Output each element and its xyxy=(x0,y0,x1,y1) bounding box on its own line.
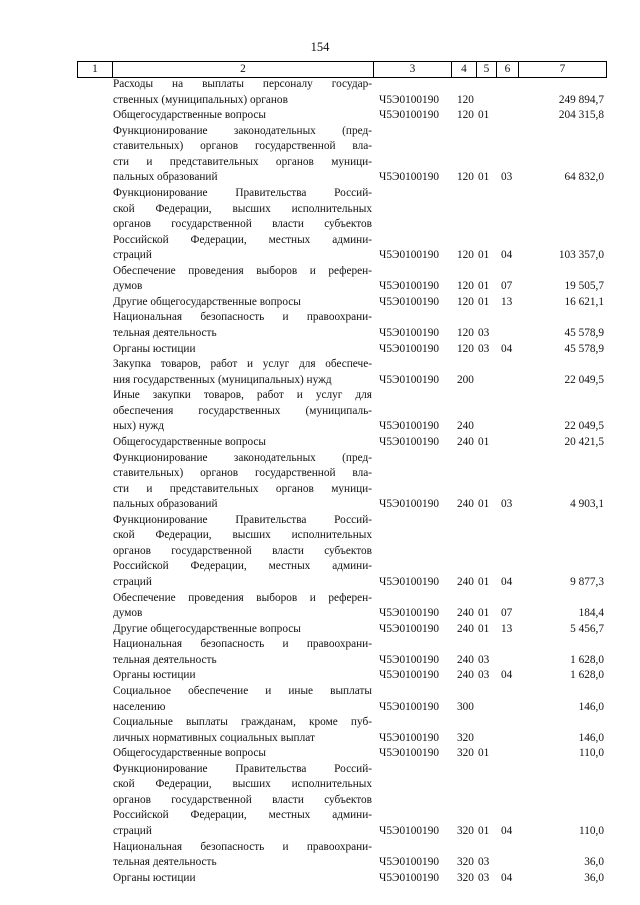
row-code: Ч5Э0100190 xyxy=(379,249,439,262)
row-expense-type: 120 xyxy=(457,93,474,106)
row-subsection: 03 xyxy=(501,498,513,511)
table-row xyxy=(0,622,640,638)
table-header xyxy=(77,61,607,78)
table-row xyxy=(0,637,640,668)
row-subsection: 04 xyxy=(501,576,513,589)
description-line: ственных (муниципальных) органов xyxy=(113,93,288,106)
description-line: населению xyxy=(113,700,166,713)
description-line: органов государственной власти субъектов xyxy=(113,218,372,231)
description-line: Обеспечение проведения выборов и референ- xyxy=(113,264,372,277)
row-expense-type: 200 xyxy=(457,373,474,386)
row-section: 01 xyxy=(478,576,490,589)
row-code: Ч5Э0100190 xyxy=(379,420,439,433)
table-row xyxy=(0,668,640,684)
description-line: Органы юстиции xyxy=(113,669,196,682)
table-row xyxy=(0,124,640,186)
header-col-4: 4 xyxy=(451,62,476,77)
row-section: 03 xyxy=(478,327,490,340)
row-subsection: 13 xyxy=(501,295,513,308)
row-description xyxy=(113,186,372,264)
row-section: 01 xyxy=(478,435,490,448)
row-subsection: 04 xyxy=(501,825,513,838)
row-expense-type: 120 xyxy=(457,295,474,308)
row-description xyxy=(113,684,372,715)
row-description xyxy=(113,357,372,388)
description-line: Социальные выплаты гражданам, кроме пуб- xyxy=(113,716,372,729)
row-amount: 22 049,5 xyxy=(564,373,604,386)
description-line: думов xyxy=(113,280,143,293)
table-row xyxy=(0,513,640,591)
row-description xyxy=(113,622,372,638)
row-amount: 249 894,7 xyxy=(558,93,604,106)
row-subsection: 04 xyxy=(501,342,513,355)
description-line: Российской Федерации, местных админи- xyxy=(113,233,372,246)
row-amount: 20 421,5 xyxy=(564,435,604,448)
row-amount: 146,0 xyxy=(578,700,604,713)
row-section: 01 xyxy=(478,249,490,262)
description-line: Российской Федерации, местных админи- xyxy=(113,809,372,822)
description-line: ской Федерации, высших исполнительных xyxy=(113,202,372,215)
row-expense-type: 240 xyxy=(457,622,474,635)
description-line: Другие общегосударственные вопросы xyxy=(113,295,301,308)
table-row xyxy=(0,591,640,622)
description-line: Российской Федерации, местных админи- xyxy=(113,560,372,573)
description-line: тельная деятельность xyxy=(113,327,217,339)
row-amount: 1 628,0 xyxy=(570,669,604,682)
row-code: Ч5Э0100190 xyxy=(379,700,439,713)
row-expense-type: 320 xyxy=(457,731,474,744)
table-row xyxy=(0,762,640,840)
description-line: ставительных) органов государственной вла- xyxy=(113,467,372,480)
row-code: Ч5Э0100190 xyxy=(379,109,439,122)
header-col-1: 1 xyxy=(77,62,112,77)
table-row xyxy=(0,451,640,513)
row-section: 03 xyxy=(478,856,490,869)
row-amount: 103 357,0 xyxy=(558,249,604,262)
table-row xyxy=(0,186,640,264)
row-expense-type: 240 xyxy=(457,435,474,448)
row-code: Ч5Э0100190 xyxy=(379,280,439,293)
row-subsection: 04 xyxy=(501,249,513,262)
row-description xyxy=(113,451,372,513)
description-line: ных) нужд xyxy=(113,420,164,433)
row-subsection: 13 xyxy=(501,622,513,635)
description-line: ской Федерации, высших исполнительных xyxy=(113,529,372,542)
description-line: личных нормативных социальных выплат xyxy=(113,731,315,744)
row-code: Ч5Э0100190 xyxy=(379,327,439,340)
row-expense-type: 120 xyxy=(457,280,474,293)
description-line: Национальная безопасность и правоохрани- xyxy=(113,311,372,324)
row-amount: 64 832,0 xyxy=(564,171,604,184)
row-amount: 204 315,8 xyxy=(558,109,604,122)
row-code: Ч5Э0100190 xyxy=(379,856,439,869)
header-col-7: 7 xyxy=(518,62,607,77)
header-col-5: 5 xyxy=(476,62,496,77)
description-line: Закупка товаров, работ и услуг для обеспече- xyxy=(113,358,372,371)
row-expense-type: 300 xyxy=(457,700,474,713)
description-line: обеспечения государственных (муниципаль- xyxy=(113,404,372,417)
row-description xyxy=(113,388,372,435)
row-section: 01 xyxy=(478,607,490,620)
description-line: Социальное обеспечение и иные выплаты xyxy=(113,684,372,697)
row-expense-type: 320 xyxy=(457,871,474,884)
description-line: Функционирование законодательных (пред- xyxy=(113,451,372,464)
header-col-3: 3 xyxy=(373,62,451,77)
description-line: Общегосударственные вопросы xyxy=(113,747,266,760)
row-description xyxy=(113,513,372,591)
description-line: страций xyxy=(113,576,152,588)
row-section: 03 xyxy=(478,871,490,884)
row-expense-type: 240 xyxy=(457,653,474,666)
description-line: тельная деятельность xyxy=(113,856,217,869)
description-line: пальных образований xyxy=(113,498,218,511)
description-line: пальных образований xyxy=(113,171,218,184)
description-line: ставительных) органов государственной вла- xyxy=(113,140,372,153)
row-amount: 19 505,7 xyxy=(564,280,604,293)
row-description xyxy=(113,435,372,451)
row-amount: 45 578,9 xyxy=(564,327,604,340)
description-line: Другие общегосударственные вопросы xyxy=(113,622,301,635)
row-code: Ч5Э0100190 xyxy=(379,622,439,635)
description-line: Общегосударственные вопросы xyxy=(113,435,266,448)
row-section: 01 xyxy=(478,295,490,308)
row-code: Ч5Э0100190 xyxy=(379,373,439,386)
description-line: думов xyxy=(113,607,143,620)
row-amount: 184,4 xyxy=(578,607,604,620)
row-section: 01 xyxy=(478,747,490,760)
row-expense-type: 240 xyxy=(457,576,474,589)
row-code: Ч5Э0100190 xyxy=(379,171,439,184)
row-description xyxy=(113,591,372,622)
row-subsection: 04 xyxy=(501,669,513,682)
row-expense-type: 240 xyxy=(457,498,474,511)
table-row xyxy=(0,108,640,124)
table-row xyxy=(0,388,640,435)
table-row xyxy=(0,264,640,295)
row-amount: 22 049,5 xyxy=(564,420,604,433)
row-description xyxy=(113,840,372,871)
table-body xyxy=(0,77,640,886)
row-expense-type: 120 xyxy=(457,327,474,340)
row-code: Ч5Э0100190 xyxy=(379,435,439,448)
row-section: 01 xyxy=(478,498,490,511)
description-line: ской Федерации, высших исполнительных xyxy=(113,778,372,791)
row-section: 01 xyxy=(478,171,490,184)
description-line: ния государственных (муниципальных) нужд xyxy=(113,373,332,386)
description-line: Функционирование Правительства Россий- xyxy=(113,762,372,775)
table-row xyxy=(0,684,640,715)
row-description xyxy=(113,762,372,840)
description-line: Обеспечение проведения выборов и референ- xyxy=(113,591,372,604)
row-section: 03 xyxy=(478,653,490,666)
row-description xyxy=(113,715,372,746)
description-line: Национальная безопасность и правоохрани- xyxy=(113,638,372,651)
row-code: Ч5Э0100190 xyxy=(379,295,439,308)
description-line: Функционирование Правительства Россий- xyxy=(113,513,372,526)
description-line: страций xyxy=(113,825,152,837)
row-amount: 16 621,1 xyxy=(564,295,604,308)
table-row xyxy=(0,357,640,388)
description-line: страций xyxy=(113,249,152,262)
row-subsection: 07 xyxy=(501,280,513,293)
description-line: сти и представительных органов муници- xyxy=(113,482,372,495)
row-description xyxy=(113,342,372,358)
description-line: Национальная безопасность и правоохрани- xyxy=(113,840,372,853)
row-code: Ч5Э0100190 xyxy=(379,607,439,620)
row-description xyxy=(113,746,372,762)
row-description xyxy=(113,77,372,108)
row-code: Ч5Э0100190 xyxy=(379,871,439,884)
row-amount: 5 456,7 xyxy=(570,622,604,635)
row-expense-type: 320 xyxy=(457,825,474,838)
row-expense-type: 120 xyxy=(457,342,474,355)
description-line: органов государственной власти субъектов xyxy=(113,793,372,806)
row-expense-type: 120 xyxy=(457,109,474,122)
table-row xyxy=(0,715,640,746)
row-expense-type: 240 xyxy=(457,669,474,682)
row-expense-type: 320 xyxy=(457,856,474,869)
description-line: тельная деятельность xyxy=(113,653,217,666)
table-row xyxy=(0,310,640,341)
row-amount: 1 628,0 xyxy=(570,653,604,666)
table-row xyxy=(0,840,640,871)
header-col-2: 2 xyxy=(112,62,373,77)
table-row xyxy=(0,746,640,762)
row-amount: 36,0 xyxy=(584,871,604,884)
row-subsection: 03 xyxy=(501,171,513,184)
header-col-6: 6 xyxy=(496,62,518,77)
row-amount: 110,0 xyxy=(579,825,604,838)
row-description xyxy=(113,668,372,684)
row-section: 01 xyxy=(478,825,490,838)
row-code: Ч5Э0100190 xyxy=(379,498,439,511)
row-code: Ч5Э0100190 xyxy=(379,731,439,744)
row-description xyxy=(113,124,372,186)
row-section: 01 xyxy=(478,622,490,635)
row-subsection: 04 xyxy=(501,871,513,884)
row-amount: 36,0 xyxy=(584,856,604,869)
row-code: Ч5Э0100190 xyxy=(379,747,439,760)
row-code: Ч5Э0100190 xyxy=(379,669,439,682)
row-amount: 45 578,9 xyxy=(564,342,604,355)
row-expense-type: 320 xyxy=(457,747,474,760)
row-expense-type: 240 xyxy=(457,420,474,433)
row-section: 01 xyxy=(478,109,490,122)
row-description xyxy=(113,871,372,887)
description-line: Органы юстиции xyxy=(113,342,196,355)
table-row xyxy=(0,295,640,311)
row-description xyxy=(113,264,372,295)
page-number: 154 xyxy=(310,40,330,54)
row-amount: 110,0 xyxy=(579,747,604,760)
row-description xyxy=(113,108,372,124)
table-row xyxy=(0,435,640,451)
description-line: Общегосударственные вопросы xyxy=(113,109,266,122)
description-line: органов государственной власти субъектов xyxy=(113,544,372,557)
row-description xyxy=(113,637,372,668)
row-section: 01 xyxy=(478,280,490,293)
row-code: Ч5Э0100190 xyxy=(379,93,439,106)
row-section: 03 xyxy=(478,342,490,355)
description-line: Функционирование Правительства Россий- xyxy=(113,186,372,199)
row-code: Ч5Э0100190 xyxy=(379,825,439,838)
row-code: Ч5Э0100190 xyxy=(379,653,439,666)
row-description xyxy=(113,310,372,341)
row-code: Ч5Э0100190 xyxy=(379,576,439,589)
row-subsection: 07 xyxy=(501,607,513,620)
row-amount: 9 877,3 xyxy=(570,576,604,589)
row-expense-type: 120 xyxy=(457,249,474,262)
row-expense-type: 240 xyxy=(457,607,474,620)
table-row xyxy=(0,77,640,108)
description-line: Органы юстиции xyxy=(113,871,196,884)
row-section: 03 xyxy=(478,669,490,682)
description-line: Расходы на выплаты персоналу государ- xyxy=(113,78,372,90)
row-code: Ч5Э0100190 xyxy=(379,342,439,355)
row-expense-type: 120 xyxy=(457,171,474,184)
row-amount: 146,0 xyxy=(578,731,604,744)
description-line: Иные закупки товаров, работ и услуг для xyxy=(113,389,372,402)
row-description xyxy=(113,295,372,311)
row-amount: 4 903,1 xyxy=(570,498,604,511)
table-row xyxy=(0,342,640,358)
description-line: Функционирование законодательных (пред- xyxy=(113,124,372,137)
table-row xyxy=(0,871,640,887)
description-line: сти и представительных органов муници- xyxy=(113,155,372,168)
